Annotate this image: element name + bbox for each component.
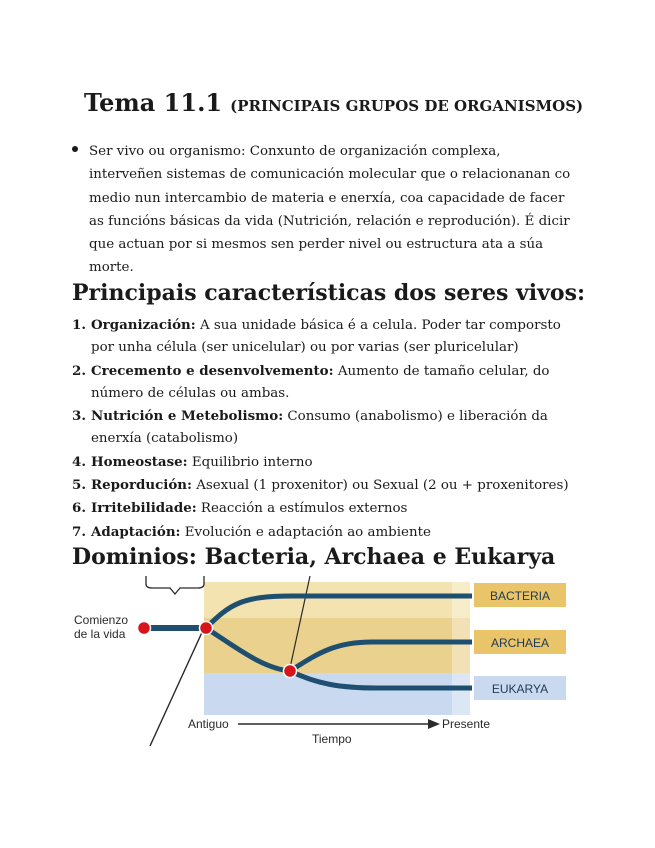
item-description: Aumento de tamaño celular, do número de células ou ambas. xyxy=(91,363,550,401)
item-description: Evolución e adaptación ao ambiente xyxy=(184,524,431,540)
item-term: Irritebilidade: xyxy=(91,500,197,517)
domains-diagram xyxy=(72,576,569,746)
domains-heading: Dominios: Bacteria, Archaea e Eukarya xyxy=(72,544,556,570)
axis-label-present: Presente xyxy=(442,717,491,731)
item-number: 4. xyxy=(72,453,86,470)
split-node-bacteria xyxy=(200,622,213,635)
axis-label-old: Antiguo xyxy=(188,717,229,731)
origin-label-line1: Comienzo xyxy=(74,613,129,627)
intro-bullet xyxy=(72,140,572,280)
item-description: A sua unidade básica é a celula. Poder tar comporsto por unha célula (ser unicelular) ou por varias (ser pluricelular) xyxy=(91,318,561,356)
characteristics-list xyxy=(72,314,572,544)
band-fade xyxy=(452,582,472,715)
split-node-archaea xyxy=(284,665,297,678)
item-description: Consumo (anabolismo) e liberación da enerxía (catabolismo) xyxy=(91,409,548,447)
bacteria-label: BACTERIA xyxy=(489,589,551,603)
archaea-label: ARCHAEA xyxy=(490,636,550,650)
item-term: Homeostase: xyxy=(91,453,188,470)
list-item xyxy=(72,497,572,520)
bullet-icon xyxy=(72,146,78,152)
item-term: Repordución: xyxy=(91,477,192,494)
list-item xyxy=(72,314,572,360)
item-term: Organización: xyxy=(91,317,196,333)
item-number: 2. xyxy=(72,362,86,379)
item-number: 5. xyxy=(72,477,86,494)
title-subtitle: (PRINCIPAIS GRUPOS DE ORGANISMOS) xyxy=(230,97,584,115)
item-number: 3. xyxy=(72,408,86,425)
item-description: Reacción a estímulos externos xyxy=(200,501,408,517)
item-term: Crecemento e desenvolvemento: xyxy=(91,362,334,379)
list-item xyxy=(72,474,572,497)
characteristics-heading: Principais características dos seres vivos: xyxy=(72,280,586,306)
list-item xyxy=(72,521,572,544)
item-number: 1. xyxy=(72,317,86,333)
intro-text: Ser vivo ou organismo: Conxunto de organización complexa, interveñen sistemas de comunicación molecular que o relacionanan co medio nun intercambio de materia e enerxía, coa capacidade de facer as funcións básicas da vida (Nutrición, relación e reprodución). É dicir que actuan por si mesmos sen perder nivel ou estructura ata a súa morte. xyxy=(89,144,571,276)
item-term: Nutrición e Metebolismo: xyxy=(91,408,284,425)
item-number: 7. xyxy=(72,523,86,540)
origin-label-line2: de la vida xyxy=(74,627,126,641)
axis-title: Tiempo xyxy=(312,732,352,746)
item-description: Asexual (1 proxenitor) ou Sexual (2 ou + proxenitores) xyxy=(196,478,569,494)
list-item xyxy=(72,405,572,451)
list-item xyxy=(72,360,572,406)
band-bottom xyxy=(204,673,470,715)
item-number: 6. xyxy=(72,500,86,517)
domains-diagram-svg xyxy=(72,576,569,746)
item-term: Adaptación: xyxy=(91,523,181,540)
eukarya-label: EUKARYA xyxy=(491,682,549,696)
item-description: Equilibrio interno xyxy=(191,454,313,470)
page-title xyxy=(84,88,583,117)
origin-node xyxy=(138,622,151,635)
list-item xyxy=(72,451,572,474)
title-main: Tema 11.1 xyxy=(84,88,223,117)
